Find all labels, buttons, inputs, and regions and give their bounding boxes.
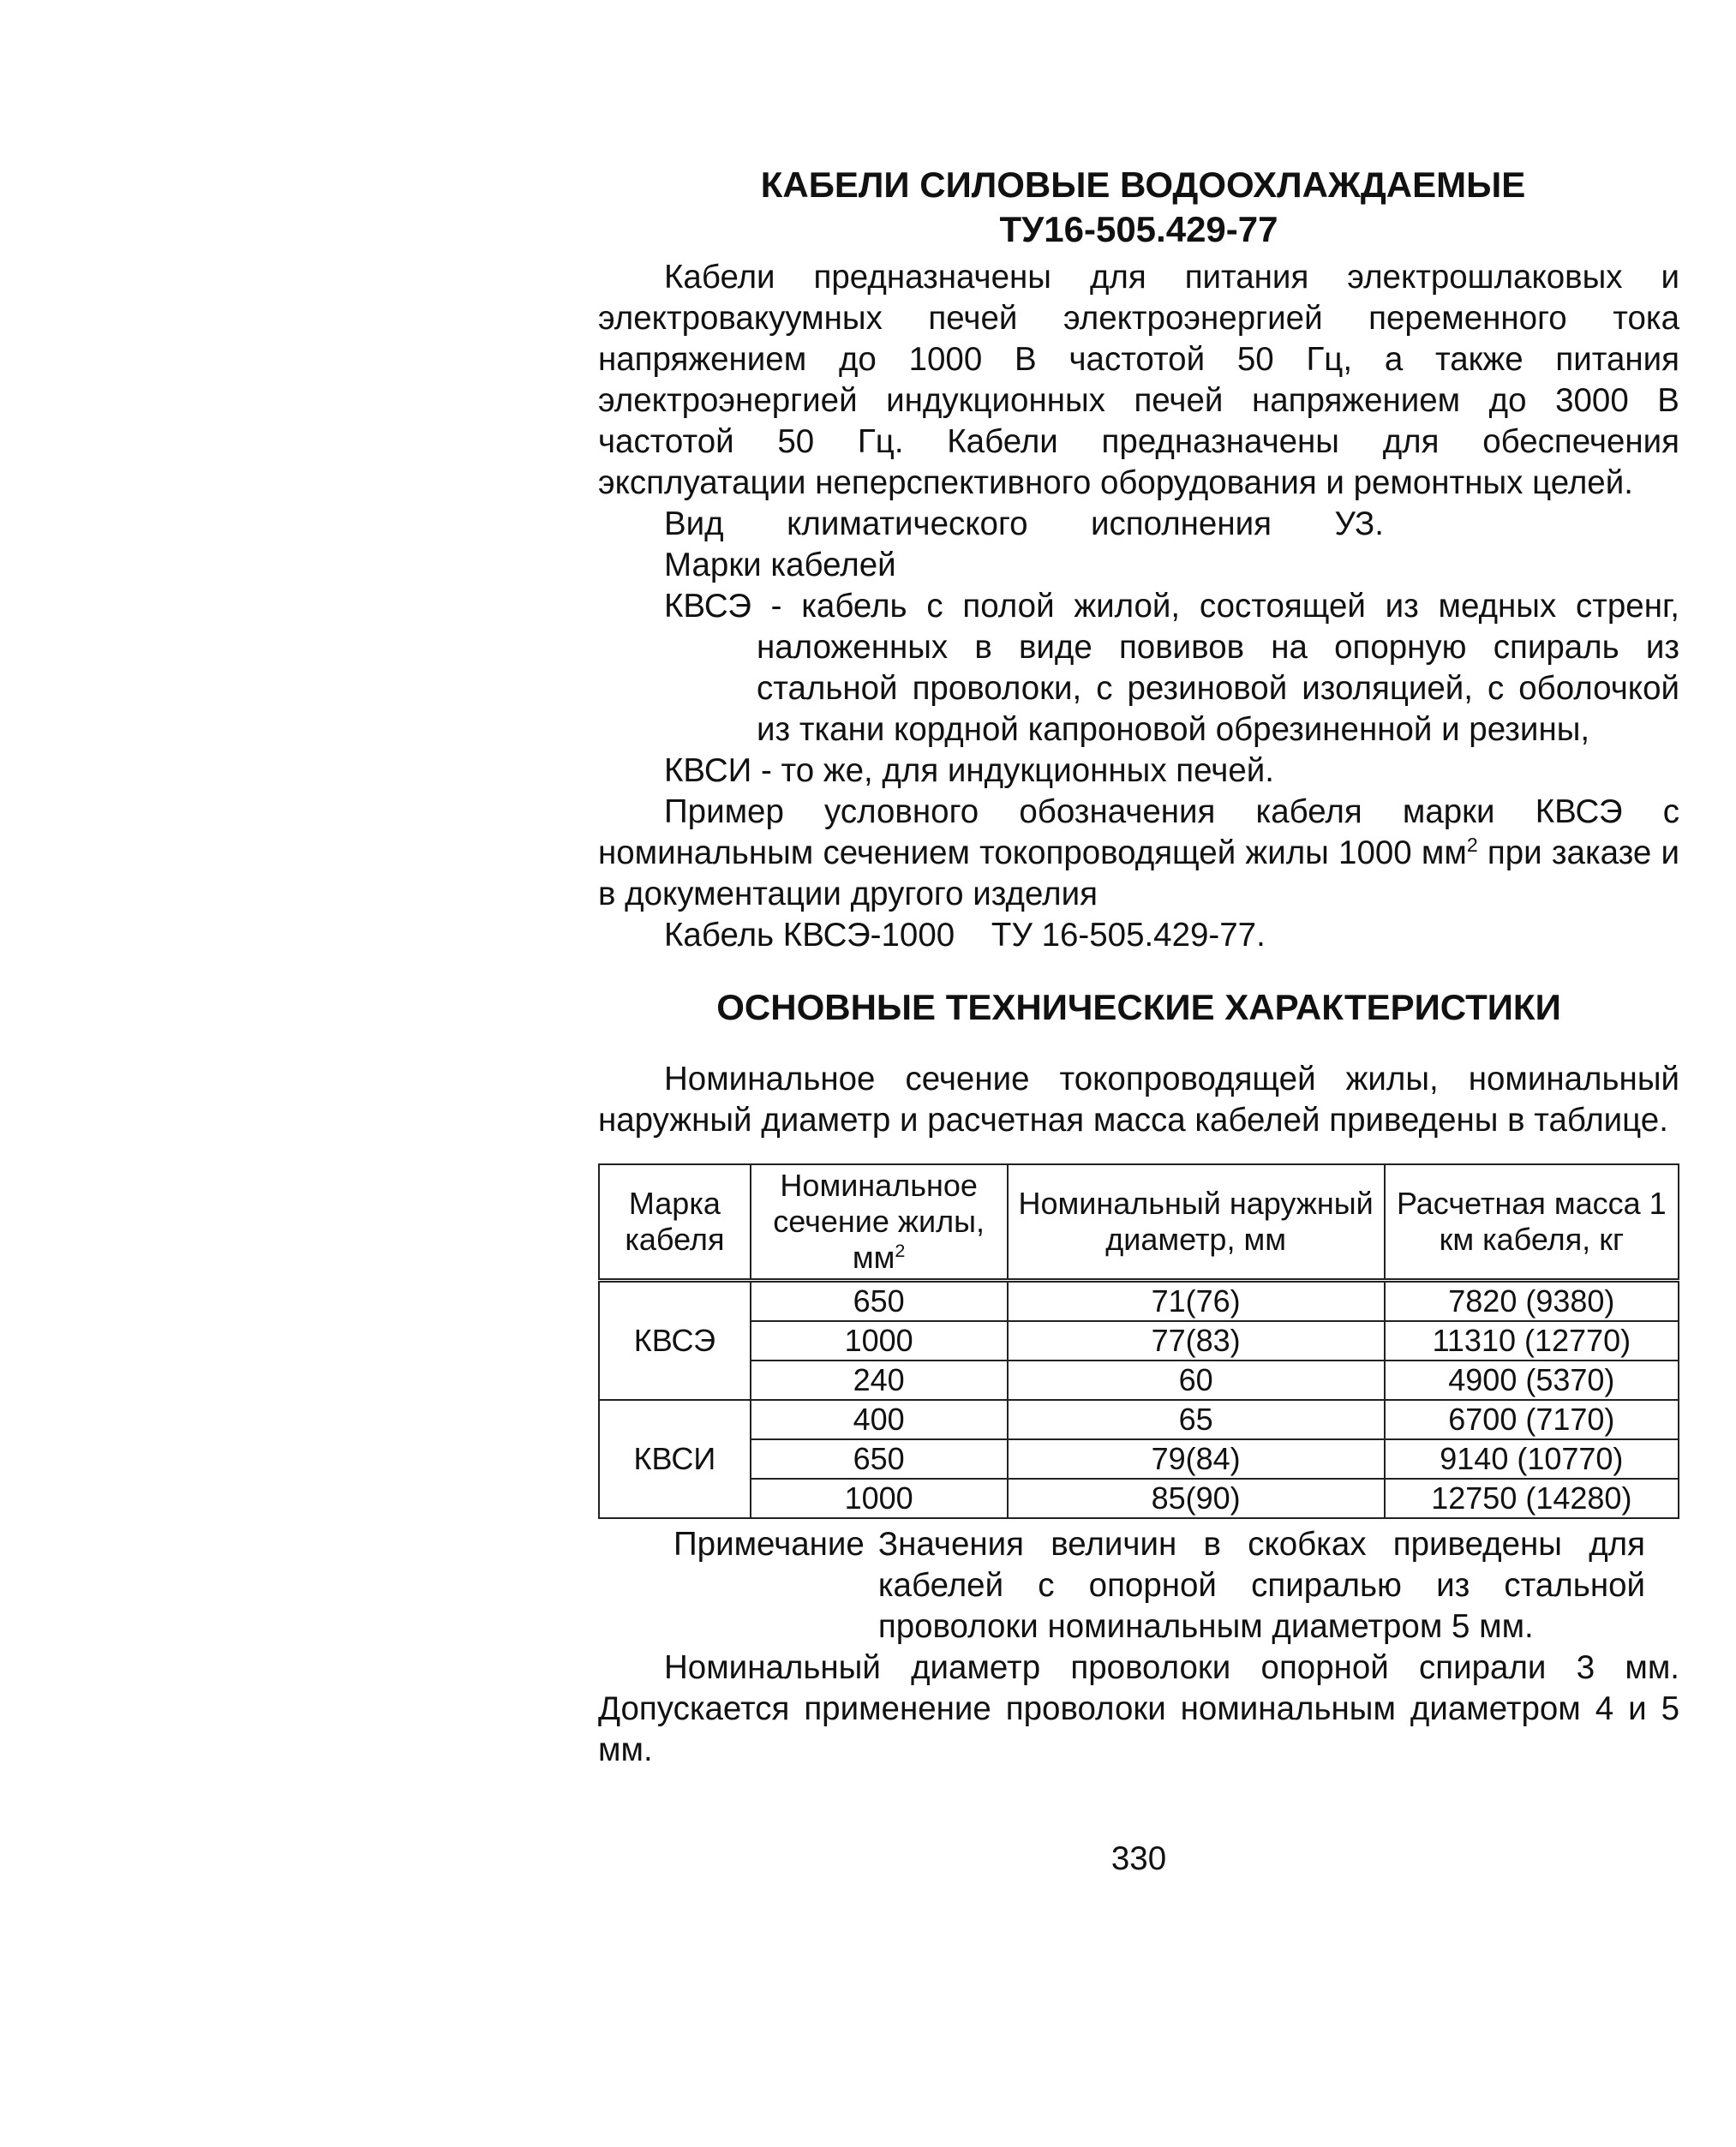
- diameter-cell: 85(90): [1008, 1479, 1385, 1518]
- header-mass: Расчетная масса 1 км кабеля, кг: [1385, 1164, 1679, 1281]
- page-number: 330: [1110, 1840, 1167, 1877]
- designation-example: Кабель КВСЭ-1000 ТУ 16-505.429-77.: [664, 917, 1266, 954]
- table-row: [599, 1479, 1679, 1518]
- wire-paragraph: Номинальный диаметр проволоки опорной спирали 3 мм. Допускается применение проволоки номинальным диаметром 4 и 5 мм.: [598, 1649, 1679, 1768]
- page-content: [598, 163, 1679, 1771]
- note-label: Примечание: [673, 1526, 865, 1563]
- diameter-cell: 71(76): [1008, 1281, 1385, 1322]
- mass-cell: 11310 (12770): [1385, 1321, 1679, 1361]
- note-text: Значения величин в скобках приведены для кабелей с опорной спиралью из стальной проволоки номинальным диаметром 5 мм.: [877, 1526, 1645, 1645]
- climate-word-4: УЗ.: [1334, 505, 1384, 542]
- mass-cell: 6700 (7170): [1385, 1400, 1679, 1439]
- mass-cell: 4900 (5370): [1385, 1361, 1679, 1400]
- table-row: [599, 1361, 1679, 1400]
- brand-cell: КВСЭ: [599, 1281, 751, 1401]
- document-title: КАБЕЛИ СИЛОВЫЕ ВОДООХЛАЖДАЕМЫЕ: [760, 164, 1526, 205]
- example-paragraph: [598, 792, 1679, 915]
- section-cell: 1000: [751, 1479, 1008, 1518]
- example-superscript: 2: [1466, 834, 1478, 857]
- table-intro: Номинальное сечение токопроводящей жилы, номинальный наружный диаметр и расчетная масса кабелей приведены в таблице.: [598, 1061, 1679, 1139]
- section-heading: ОСНОВНЫЕ ТЕХНИЧЕСКИЕ ХАРАКТЕРИСТИКИ: [716, 987, 1561, 1027]
- climate-word-3: исполнения: [1091, 505, 1272, 542]
- mass-cell: 7820 (9380): [1385, 1281, 1679, 1322]
- diameter-cell: 77(83): [1008, 1321, 1385, 1361]
- brand-kvse-description: КВСЭ - кабель с полой жилой, состоящей из медных стренг, наложенных в виде повивов на опорную спираль из стальной проволоки, с резиновой изоляцией, с оболочкой из ткани кордной капроновой обрезиненной и резины,: [664, 588, 1679, 748]
- section-cell: 1000: [751, 1321, 1008, 1361]
- mass-cell: 12750 (14280): [1385, 1479, 1679, 1518]
- climate-word-2: климатического: [787, 505, 1028, 542]
- diameter-cell: 79(84): [1008, 1439, 1385, 1479]
- header-brand: Марка кабеля: [599, 1164, 751, 1281]
- example-text-1: Пример условного обозначения кабеля марки КВСЭ с номинальным сечением токопроводящей жилы 1000 мм: [598, 793, 1679, 871]
- header-section: [751, 1164, 1008, 1281]
- diameter-cell: 60: [1008, 1361, 1385, 1400]
- table-row: [599, 1439, 1679, 1479]
- section-cell: 400: [751, 1400, 1008, 1439]
- section-cell: 240: [751, 1361, 1008, 1400]
- section-cell: 650: [751, 1439, 1008, 1479]
- brand-cell: КВСИ: [599, 1400, 751, 1518]
- mass-cell: 9140 (10770): [1385, 1439, 1679, 1479]
- table-note: [598, 1524, 1679, 1648]
- table-row: [599, 1281, 1679, 1322]
- climate-line: [598, 504, 1679, 545]
- diameter-cell: 65: [1008, 1400, 1385, 1439]
- specs-table: [598, 1163, 1679, 1519]
- table-header-row: [599, 1164, 1679, 1281]
- header-section-sup: 2: [895, 1240, 906, 1261]
- example-text-2: при заказе и в документации другого изделия: [598, 834, 1679, 912]
- section-cell: 650: [751, 1281, 1008, 1322]
- climate-word-1: Вид: [664, 505, 724, 542]
- header-diameter: Номинальный наружный диаметр, мм: [1008, 1164, 1385, 1281]
- table-row: [599, 1321, 1679, 1361]
- brand-kvsi-description: КВСИ - то же, для индукционных печей.: [664, 752, 1274, 789]
- intro-paragraph: Кабели предназначены для питания электрошлаковых и электровакуумных печей электроэнергией переменного тока напряжением до 1000 В частотой 50 Гц, а также питания электроэнергией индукционных печей напряжением до 3000 В частотой 50 Гц. Кабели предназначены для обеспечения эксплуатации неперспективного оборудования и ремонтных целей.: [598, 259, 1679, 501]
- table-row: [599, 1400, 1679, 1439]
- header-section-text: Номинальное сечение жилы, мм: [773, 1168, 985, 1275]
- document-standard: ТУ16-505.429-77: [999, 209, 1278, 249]
- brands-heading: Марки кабелей: [664, 547, 896, 583]
